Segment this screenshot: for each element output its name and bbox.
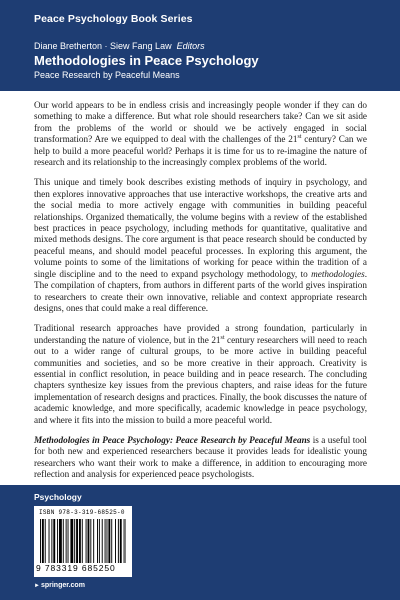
- blurb-paragraph-1: Our world appears to be in endless crisis and increasingly people wonder if they can do something to make a difference. But what role should researchers take? Can we sit aside from the problems of the world or should we be actively engaged in social transformation? Are we equipped to deal with the challenges of the 21st century? Can we help to build a more peaceful world? Perhaps it is time for us to re-imagine the nature of research and its relationship to the increasingly complex problems of the world.: [34, 100, 368, 168]
- book-title: Methodologies in Peace Psychology: [34, 53, 259, 68]
- editors-role: Editors: [176, 41, 205, 51]
- blurb-paragraph-3: Traditional research approaches have provided a strong foundation, particularly in understanding the nature of violence, but in the 21st century researchers will need to reach out to a wider range of cultural groups, to be more active in building peaceful communities and societies, and so be more creative in their approach. Creativity is essential in conflict resolution, in peace building and in peace research. The concluding chapters synthesize key issues from the previous chapters, and raise ideas for the future implementation of research designs and practices. Finally, the book discusses the nature of academic knowledge, and more specifically, academic knowledge in peace psychology, and where it fits into the mission to build a more peaceful world.: [34, 323, 367, 425]
- publisher-website[interactable]: [34, 582, 85, 589]
- book-subtitle: Peace Research by Peaceful Means: [34, 70, 180, 80]
- isbn-barcode: [34, 506, 132, 577]
- barcode-bars: [40, 519, 126, 563]
- blurb-paragraph-4: Methodologies in Peace Psychology: Peace Research by Peaceful Means is a useful tool for both new and experienced researchers because it provides leads for idealistic young researchers who want their work to make a difference, in addition to encouraging more reflection and analysis for experienced peace psychologists.: [34, 434, 367, 480]
- subject-category: Psychology: [34, 492, 82, 502]
- website-label: springer.com: [40, 582, 85, 589]
- barcode-number: 9 783319 685250: [36, 563, 116, 573]
- header-band: [0, 0, 400, 91]
- series-name: Peace Psychology Book Series: [34, 13, 193, 25]
- editors-line: [34, 41, 205, 51]
- isbn-text: ISBN 978-3-319-68525-0: [39, 509, 125, 516]
- editor-names: Diane Bretherton · Siew Fang Law: [34, 41, 172, 51]
- footer-band: [0, 485, 400, 600]
- arrow-icon: ►: [34, 583, 40, 589]
- blurb-paragraph-2: This unique and timely book describes existing methods of inquiry in psychology, and then explores innovative approaches that use interactive workshops, the creative arts and the social media to more actively engage with communities in building peaceful relationships. Organized thematically, the volume begins with a review of the established best practices in peace psychology, including methods for quantitative, qualitative and mixed methods designs. The core argument is that peace research should be conducted by peaceful means, and should model peaceful processes. In exploring this argument, the volume points to some of the limitations of working for peace within the tradition of a single discipline and to the need to expand psychology methodology, to methodologies. The compilation of chapters, from authors in different parts of the world gives inspiration to researchers to create their own innovative, reliable and context appropriate research designs, ones that could make a real difference.: [34, 177, 367, 313]
- blurb-text: [34, 100, 367, 490]
